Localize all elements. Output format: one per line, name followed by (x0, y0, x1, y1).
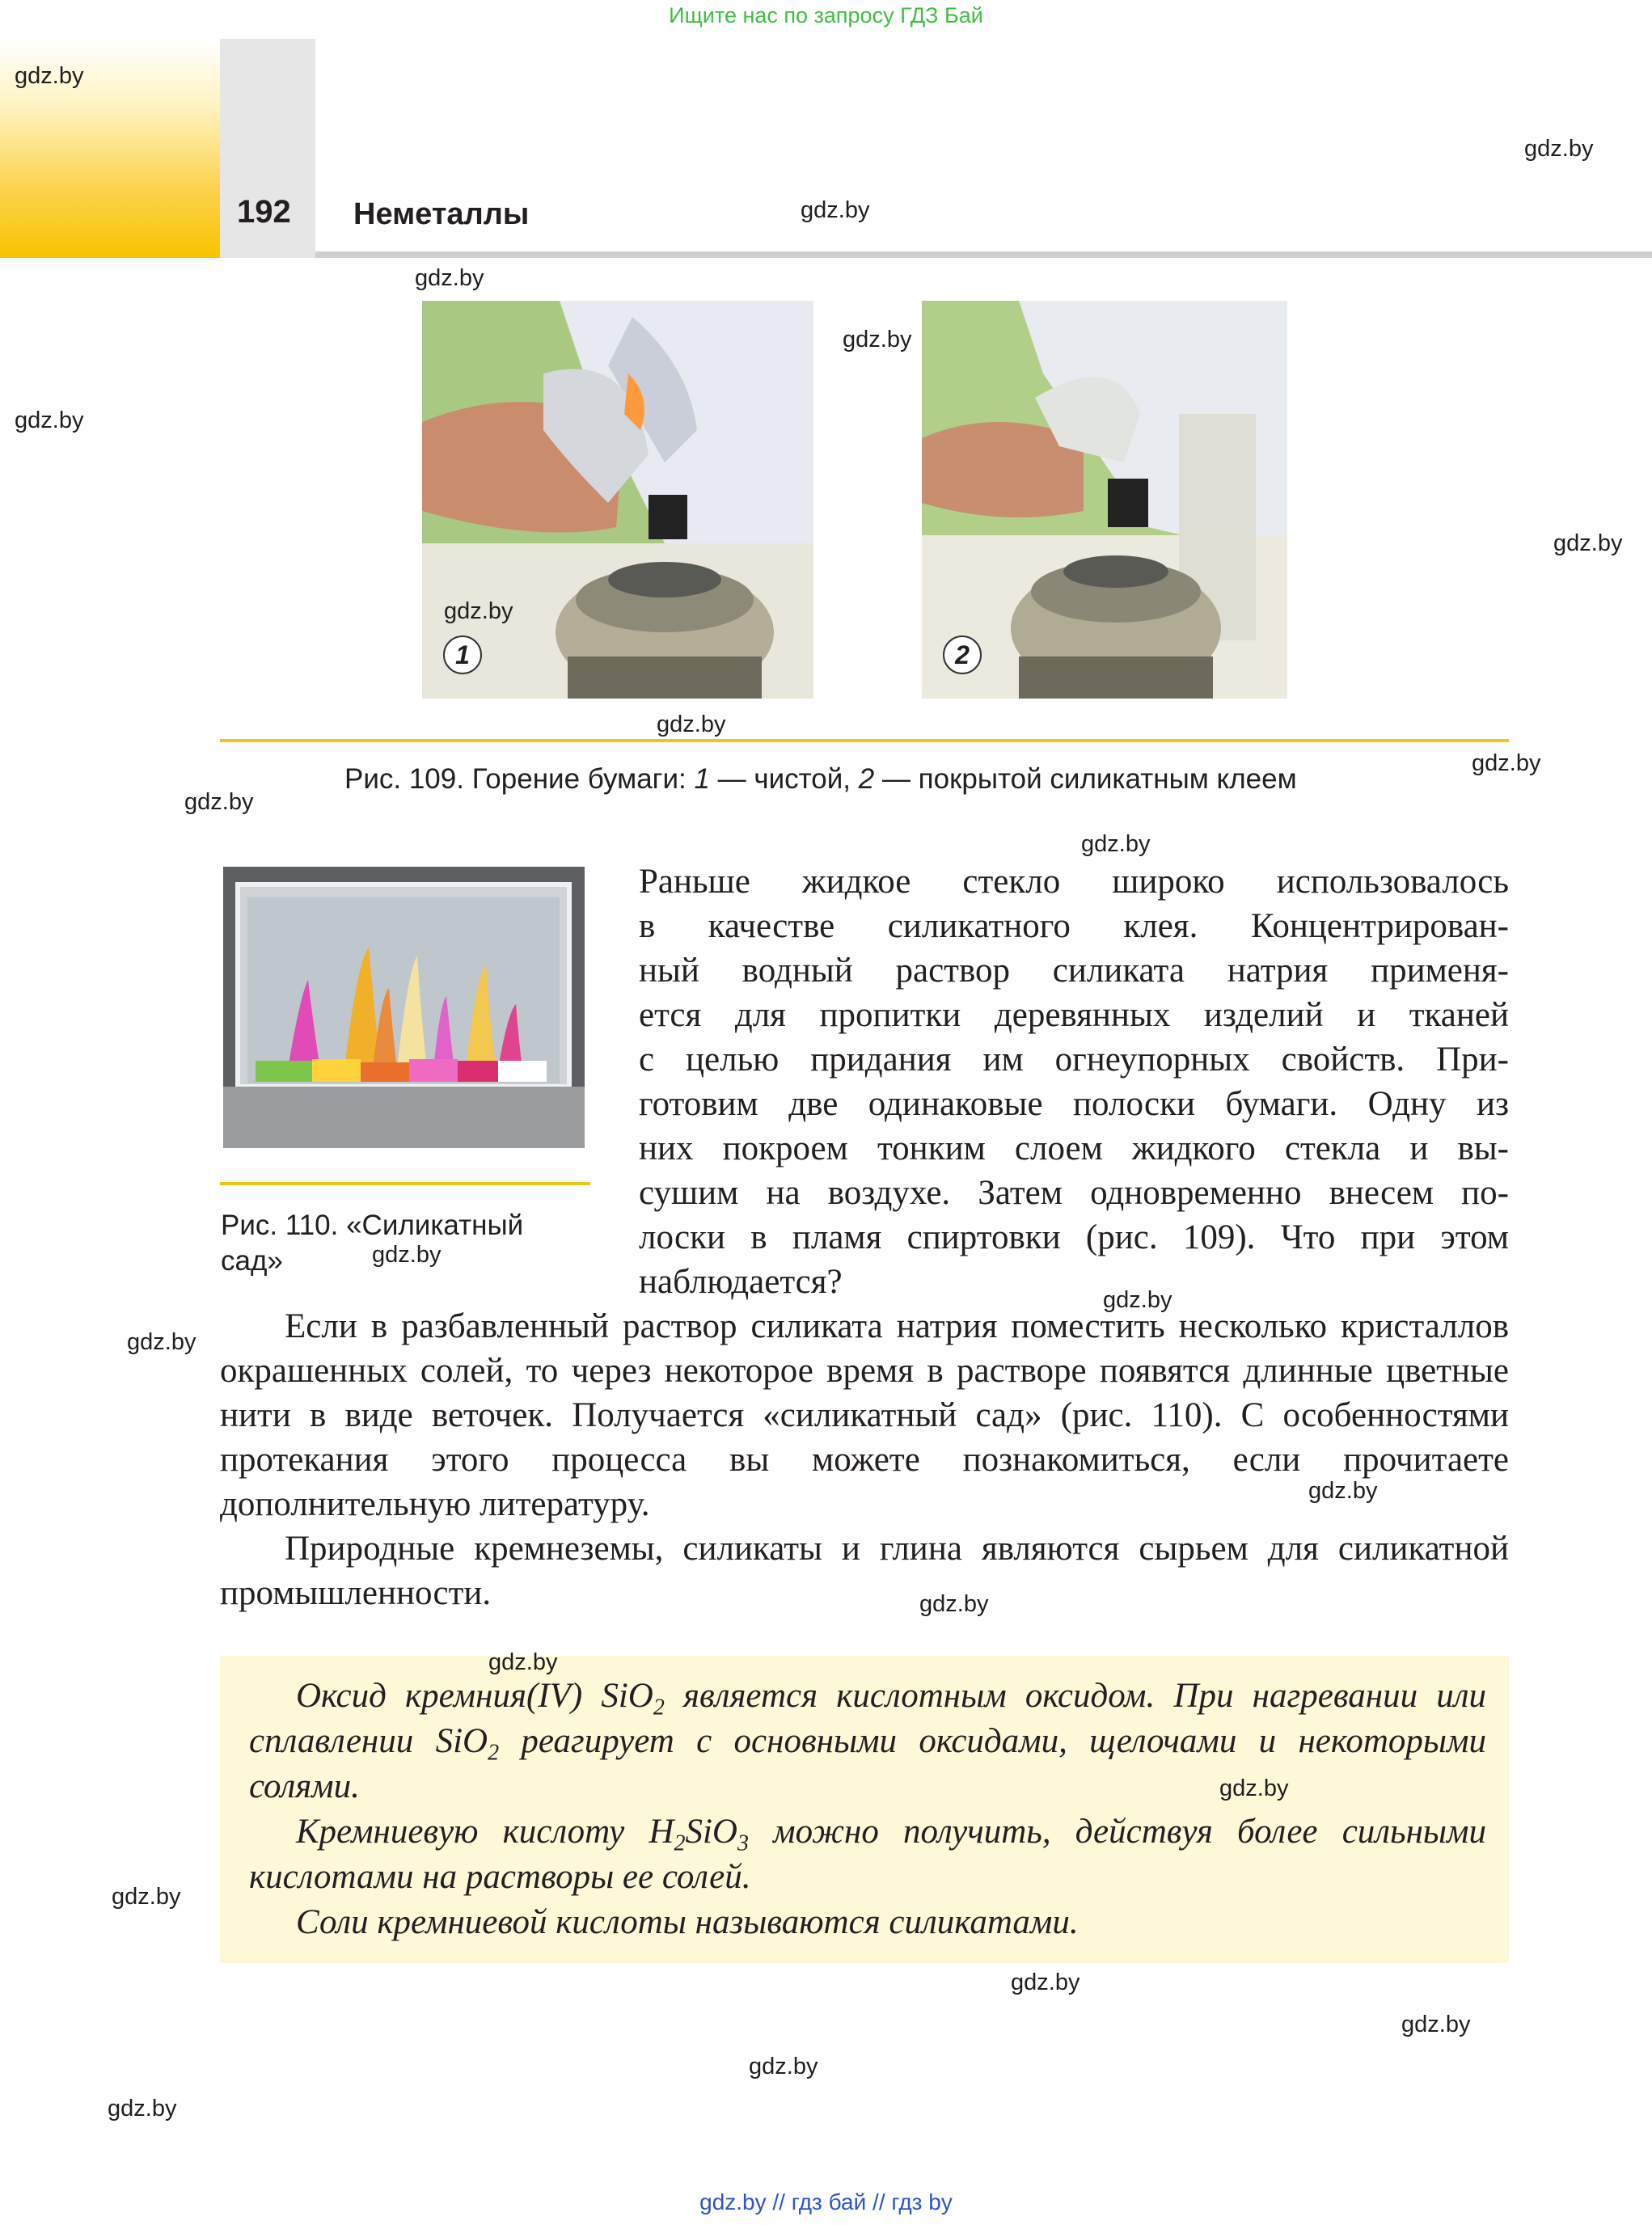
figure-109-caption: Рис. 109. Горение бумаги: 1 — чистой, 2 — покрытой силикатным клеем (344, 763, 1297, 795)
paragraph-line: лоски в пламя спиртовки (рис. 109). Что при этом (639, 1218, 1509, 1256)
paragraph-silicate-garden-text: Если в разбавленный раствор силиката натрия поместить несколько кристаллов окрашенных солей, то через некоторое время в растворе появятся длинные цветные нити в виде веточек. Получается «силикатный сад» (рис. 110). С особенностями протекания этого процесса вы можете познакомиться, если прочитаете дополнительную литературу. (220, 1307, 1509, 1523)
figure-109-photo-2 (922, 301, 1287, 699)
paragraph-line: с целью придания им огнеупорных свойств. При- (639, 1041, 1509, 1079)
watermark: gdz.by (1103, 1287, 1172, 1313)
watermark: gdz.by (184, 789, 254, 815)
summary-text (249, 1674, 1486, 1945)
header-rule (315, 251, 1652, 258)
paragraph-line: сушим на воздухе. Затем одновременно внесем по- (639, 1174, 1509, 1212)
paragraph-raw-materials-text: Природные кремнеземы, силикаты и глина являются сырьем для силикатной промышленности. (220, 1530, 1509, 1612)
paragraph-liquid-glass (639, 859, 1509, 1304)
watermark: gdz.by (444, 598, 513, 624)
watermark: gdz.by (15, 407, 84, 433)
paragraph-line: них покроем тонким слоем жидкого стекла и вы- (639, 1129, 1509, 1167)
watermark: gdz.by (919, 1591, 989, 1617)
figure-109-badge-1: 1 (443, 635, 482, 674)
figure-109-caption-rule (220, 739, 1509, 742)
figure-109-badge-2: 2 (943, 635, 982, 674)
watermark: gdz.by (1524, 136, 1594, 162)
figure-110-photo (223, 867, 585, 1148)
watermark: gdz.by (749, 2054, 818, 2079)
figure-110-caption: Рис. 110. «Силикатный сад» (221, 1210, 524, 1277)
silicate-garden-image (223, 867, 585, 1148)
watermark: gdz.by (1472, 750, 1541, 776)
watermark: gdz.by (801, 197, 870, 223)
watermark: gdz.by (108, 2096, 177, 2122)
figure-109-photo-1 (422, 301, 813, 699)
page-number: 192 (237, 194, 291, 230)
summary-h2sio3: Кремниевую кислоту $H_2SiO_3$ можно получить, действуя более сильными кислотами на растворы ее солей. (249, 1813, 1486, 1896)
watermark: gdz.by (1081, 831, 1151, 857)
watermark: gdz.by (415, 265, 484, 291)
watermark: gdz.by (127, 1329, 196, 1355)
paragraph-line: в качестве силикатного клея. Концентрирован- (639, 907, 1509, 945)
watermark: gdz.by (488, 1649, 558, 1675)
paper-burning-clean-image (422, 301, 813, 699)
paragraph-line: наблюдается? (639, 1263, 843, 1301)
watermark: gdz.by (843, 327, 912, 353)
watermark: gdz.by (1011, 1970, 1080, 1995)
top-banner-link[interactable]: Ищите нас по запросу ГДЗ Бай (669, 3, 983, 27)
paragraph-line: ный водный раствор силиката натрия применя- (639, 952, 1509, 990)
watermark: gdz.by (1308, 1478, 1378, 1504)
figure-110-caption-rule (220, 1182, 590, 1185)
watermark: gdz.by (657, 711, 726, 737)
watermark: gdz.by (1553, 530, 1623, 556)
watermark: gdz.by (112, 1884, 181, 1910)
footer-links[interactable]: gdz.by // гдз бай // гдз by (699, 2189, 953, 2214)
section-title: Неметаллы (353, 197, 530, 231)
paragraph-line: готовим две одинаковые полоски бумаги. Одну из (639, 1085, 1509, 1123)
watermark: gdz.by (1219, 1775, 1289, 1801)
paragraph-raw-materials (220, 1526, 1509, 1615)
watermark: gdz.by (1401, 2012, 1471, 2037)
watermark: gdz.by (372, 1242, 442, 1268)
paragraph-line: Раньше жидкое стекло широко использовалось (639, 863, 1509, 901)
paper-burning-coated-image (922, 301, 1287, 699)
watermark: gdz.by (15, 63, 84, 89)
paragraph-line: ется для пропитки деревянных изделий и тканей (639, 996, 1509, 1034)
summary-sio2: Оксид кремния(IV) SiO$_2$ является кислотным оксидом. При нагревании или сплавлении SiO$_2$ реагирует с основными оксидами, щелочами и некоторыми солями. (249, 1677, 1487, 1805)
summary-silicates: Соли кремниевой кислоты называются силикатами. (296, 1903, 1079, 1941)
